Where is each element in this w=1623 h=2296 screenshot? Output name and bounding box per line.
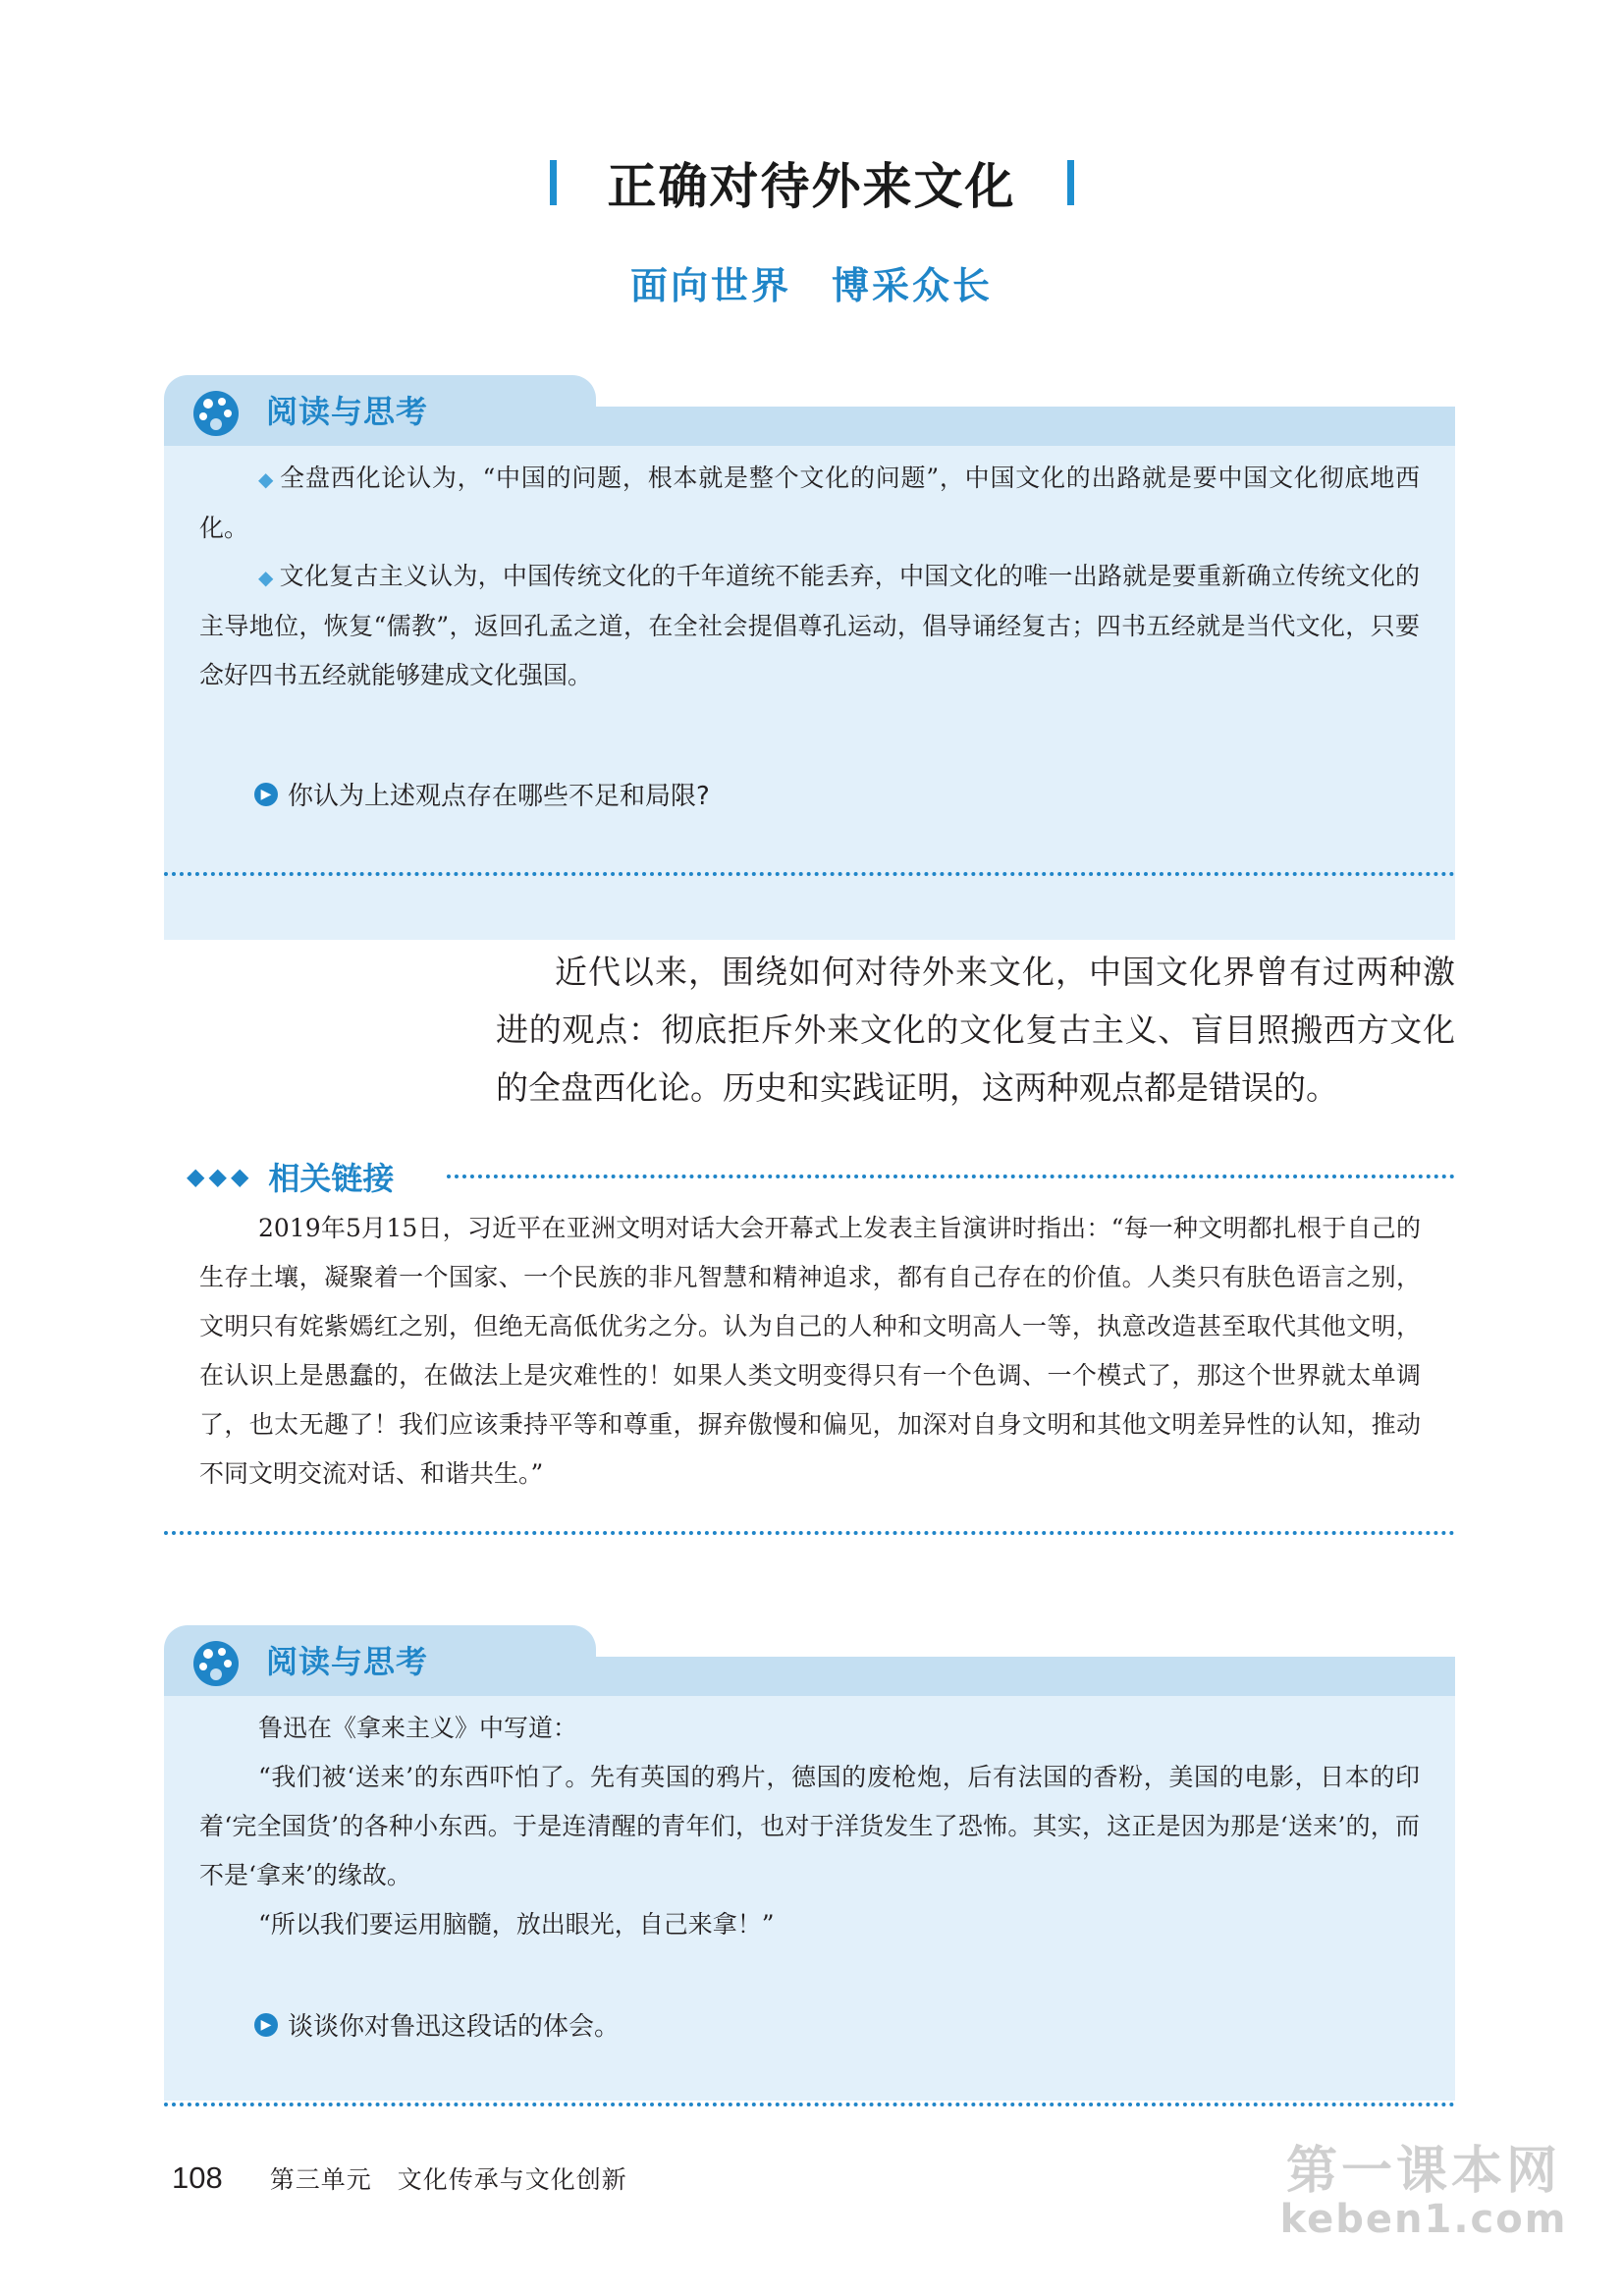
bullet-paragraph-2 <box>199 552 1420 700</box>
dotted-divider <box>164 2103 1455 2106</box>
page-subtitle: 面向世界 博采众长 <box>629 263 993 307</box>
watermark <box>1276 2129 1571 2242</box>
dotted-divider <box>447 1175 1455 1178</box>
box-label: 阅读与思考 <box>266 393 429 430</box>
question-line <box>254 2006 620 2043</box>
page-header <box>0 147 1623 218</box>
palette-icon <box>191 389 241 438</box>
diamond-icon: ◆ <box>208 1163 227 1190</box>
related-link-text: 2019年5月15日，习近平在亚洲文明对话大会开幕式上发表主旨演讲时指出：“每一种文明都扎根于自己的生存土壤，凝聚着一个国家、一个民族的非凡智慧和精神追求，都有自己存在的价值。人类只有肤色语言之别，文明只有姹紫嫣红之别，但绝无高低优劣之分。认为自己的人种和文明高人一等，执意改造甚至取代其他文明，在认识上是愚蠢的，在做法上是灾难性的！如果人类文明变得只有一个色调、一个模式了，那这个世界就太单调了，也太无趣了！我们应该秉持平等和尊重，摒弃傲慢和偏见，加深对自身文明和其他文明差异性的认知，推动不同文明交流对话、和谐共生。” <box>199 1214 1421 1488</box>
quote-paragraph: “我们被‘送来’的东西吓怕了。先有英国的鸦片，德国的废枪炮，后有法国的香粉，美国的电影，日本的印着‘完全国货’的各种小东西。于是连清醒的青年们，也对于洋货发生了恐怖。其实，这正是因为那是‘送来’的，而不是‘拿来’的缘故。 <box>199 1763 1420 1889</box>
dotted-divider <box>164 1531 1455 1535</box>
dotted-divider <box>164 872 1455 876</box>
palette-icon <box>191 1639 241 1688</box>
related-link-header <box>187 1154 394 1199</box>
page-title: 正确对待外来文化 <box>607 158 1016 215</box>
watermark-line-1: 第一课本网 <box>1285 2142 1561 2201</box>
play-arrow-icon: ▶ <box>254 2013 278 2037</box>
question-text: 谈谈你对鲁迅这段话的体会。 <box>288 2012 621 2042</box>
bullet-text: 全盘西化论认为，“中国的问题，根本就是整个文化的问题”，中国文化的出路就是要中国文化彻底地西化。 <box>199 464 1420 542</box>
question-line <box>254 776 710 812</box>
page-footer <box>172 2160 627 2196</box>
unit-title: 第三单元 文化传承与文化创新 <box>269 2165 627 2194</box>
quote-closing: “所以我们要运用脑髓，放出眼光，自己来拿！” <box>258 1910 775 1939</box>
diamond-icon: ◆ <box>187 1163 205 1190</box>
play-arrow-icon: ▶ <box>254 783 278 806</box>
box-body <box>164 1696 1455 2101</box>
title-bar-left <box>550 160 557 205</box>
box-body <box>164 446 1455 940</box>
bullet-text: 文化复古主义认为，中国传统文化的千年道统不能丢弃，中国文化的唯一出路就是要重新确立传统文化的主导地位，恢复“儒教”，返回孔孟之道，在全社会提倡尊孔运动，倡导诵经复古；四书五经就是当代文化，只要念好四书五经就能够建成文化强国。 <box>199 562 1420 689</box>
box-label: 阅读与思考 <box>266 1643 429 1680</box>
quote-intro: 鲁迅在《拿来主义》中写道： <box>258 1714 578 1742</box>
diamond-bullet-icon: ◆ <box>258 467 275 491</box>
page-number: 108 <box>172 2160 223 2195</box>
diamond-bullet-icon: ◆ <box>258 566 274 589</box>
related-link-title: 相关链接 <box>268 1160 395 1197</box>
bullet-paragraph-1 <box>199 454 1420 553</box>
main-paragraph: 近代以来，围绕如何对待外来文化，中国文化界曾有过两种激进的观点：彻底拒斥外来文化的文化复古主义、盲目照搬西方文化的全盘西化论。历史和实践证明，这两种观点都是错误的。 <box>496 953 1455 1107</box>
title-bar-right <box>1067 160 1074 205</box>
watermark-line-2: keben1.com <box>1279 2197 1568 2242</box>
question-text: 你认为上述观点存在哪些不足和局限? <box>288 782 710 811</box>
diamond-icon: ◆ <box>230 1163 249 1190</box>
